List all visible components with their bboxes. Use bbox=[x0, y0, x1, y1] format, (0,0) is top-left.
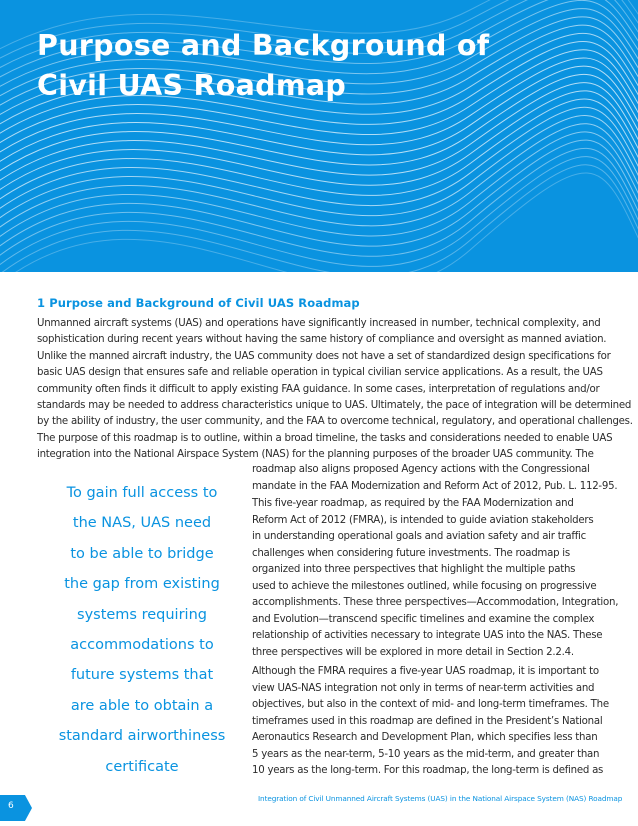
running-footer: Integration of Civil Unmanned Aircraft Systems (UAS) in the National Airspace System (NAS) Roadmap bbox=[258, 794, 623, 803]
page-number: 6 bbox=[8, 801, 14, 811]
pull-quote bbox=[44, 478, 240, 782]
body-line: challenges when considering future investments. The roadmap is bbox=[252, 547, 570, 559]
page-title-line-1: Purpose and Background of bbox=[37, 29, 490, 62]
body-line: community often finds it difficult to apply existing FAA guidance. In some cases, interpretation of regulations and/or bbox=[37, 383, 600, 395]
header-banner bbox=[0, 0, 638, 272]
body-line: 10 years as the long-term. For this roadmap, the long-term is defined as bbox=[252, 765, 604, 776]
body-line: Although the FMRA requires a five-year UAS roadmap, it is important to bbox=[252, 666, 599, 677]
body-line: 5 years as the near-term, 5-10 years as the mid-term, and greater than bbox=[252, 748, 600, 760]
intro-paragraphs bbox=[37, 316, 633, 464]
pull-quote-line: accommodations to bbox=[70, 636, 214, 653]
body-line: sophistication during recent years without having the same history of compliance and oversight as manned aviation. bbox=[37, 334, 607, 346]
body-line: Reform Act of 2012 (FMRA), is intended to guide aviation stakeholders bbox=[252, 514, 594, 526]
section-heading: 1 Purpose and Background of Civil UAS Roadmap bbox=[37, 296, 360, 310]
pull-quote-line: To gain full access to bbox=[66, 485, 218, 501]
pull-quote-line: to be able to bridge bbox=[70, 545, 214, 562]
page-title-line-2: Civil UAS Roadmap bbox=[37, 69, 347, 102]
body-line: view UAS-NAS integration not only in terms of near-term activities and bbox=[252, 682, 595, 694]
body-line: standards may be needed to address characteristics unique to UAS. Ultimately, the pace of integration will be determined bbox=[37, 399, 632, 411]
wave-line bbox=[0, 157, 638, 272]
page-title bbox=[37, 26, 597, 106]
pull-quote-line: certificate bbox=[105, 758, 179, 775]
body-line: Aeronautics Research and Development Plan, which specifies less than bbox=[252, 732, 598, 743]
page-number-tab bbox=[0, 795, 32, 821]
pull-quote-line: the NAS, UAS need bbox=[72, 515, 212, 532]
right-column-paragraph-1 bbox=[252, 462, 622, 495]
body-line: integration into the National Airspace System (NAS) for the planning purposes of the broader UAS community. The bbox=[37, 449, 594, 461]
body-line: and Evolution—transcend specific timelines and examine the complex bbox=[252, 613, 595, 625]
body-line: organized into three perspectives that highlight the multiple paths bbox=[252, 564, 576, 575]
body-line: by the ability of industry, the user community, and the FAA to overcome technical, regulatory, and operational challenges. bbox=[37, 416, 633, 428]
pull-quote-line: systems requiring bbox=[77, 606, 207, 623]
body-line: used to achieve the milestones outlined, while focusing on progressive bbox=[252, 580, 597, 592]
body-line: Unmanned aircraft systems (UAS) and operations have significantly increased in number, technical complexity, and bbox=[37, 318, 601, 329]
body-line: The purpose of this roadmap is to outline, within a broad timeline, the tasks and considerations needed to enable UAS bbox=[37, 432, 613, 444]
pull-quote-line: the gap from existing bbox=[64, 576, 220, 593]
pull-quote-line: are able to obtain a bbox=[70, 697, 214, 714]
right-column-paragraph-2 bbox=[252, 496, 622, 661]
body-line: basic UAS design that ensures safe and reliable operation in typical civilian service applications. As a result, the UAS bbox=[37, 367, 603, 379]
right-column-paragraph-3 bbox=[252, 664, 622, 780]
body-line: roadmap also aligns proposed Agency actions with the Congressional bbox=[252, 464, 590, 475]
body-line: in understanding operational goals and aviation safety and air traffic bbox=[252, 531, 586, 542]
body-line: Unlike the manned aircraft industry, the UAS community does not have a set of standardized design specifications for bbox=[37, 350, 611, 362]
body-line: objectives, but also in the context of mid- and long-term timeframes. The bbox=[252, 699, 609, 710]
body-line: accomplishments. These three perspectives—Accommodation, Integration, bbox=[252, 597, 619, 608]
wave-line bbox=[0, 148, 638, 271]
pull-quote-line: future systems that bbox=[70, 667, 214, 684]
body-line: timeframes used in this roadmap are defined in the President’s National bbox=[252, 715, 603, 727]
body-line: three perspectives will be explored in more detail in Section 2.2.4. bbox=[252, 646, 574, 658]
body-line: This five-year roadmap, as required by the FAA Modernization and bbox=[252, 498, 574, 509]
body-line: relationship of activities necessary to integrate UAS into the NAS. These bbox=[252, 630, 603, 641]
body-line: mandate in the FAA Modernization and Reform Act of 2012, Pub. L. 112-95. bbox=[252, 480, 618, 492]
pull-quote-line: standard airworthiness bbox=[58, 728, 226, 745]
